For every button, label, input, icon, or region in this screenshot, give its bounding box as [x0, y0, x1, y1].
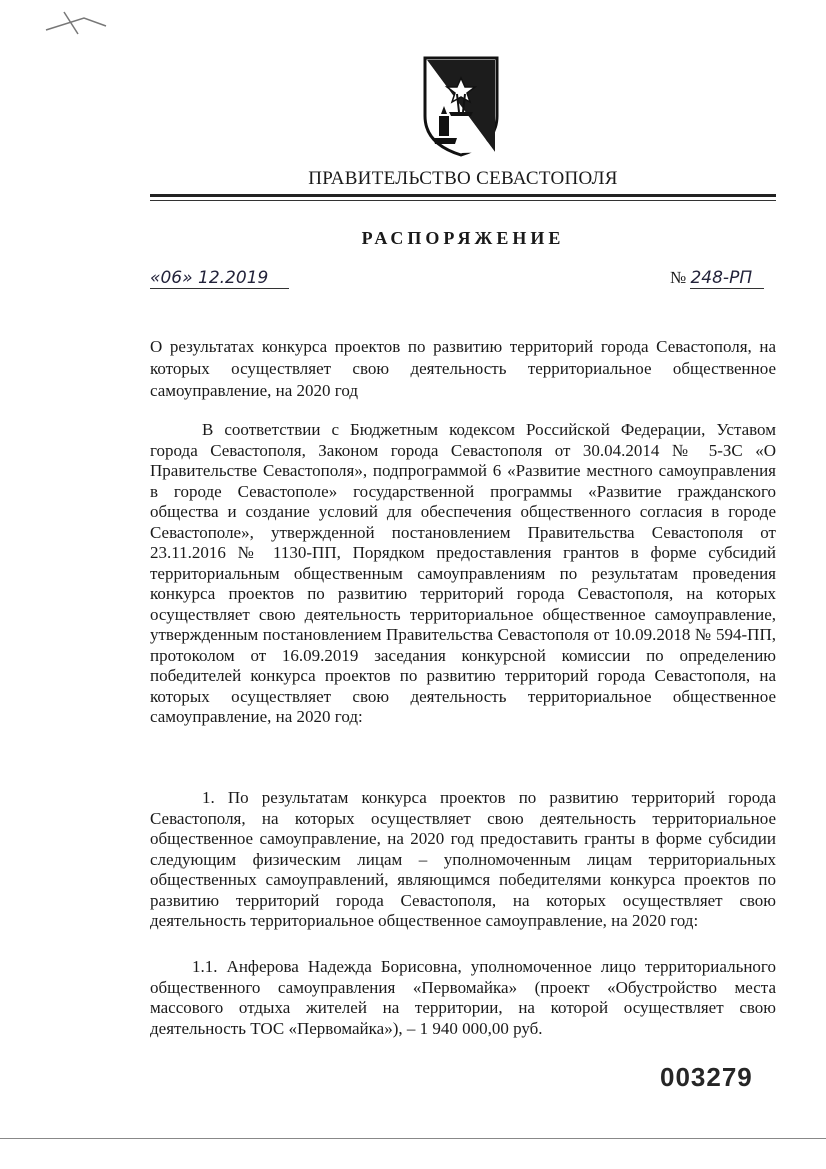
document-subject: О результатах конкурса проектов по развитию территорий города Севастополя, на которых осуществляет свою деятельность территориальное общественное самоуправление, на 2020 год — [150, 337, 776, 400]
number-sign: № — [670, 268, 687, 287]
header-divider-thick — [150, 194, 776, 197]
scan-artifact-mark — [44, 8, 114, 38]
document-type-heading: РАСПОРЯЖЕНИЕ — [361, 228, 565, 248]
header-divider-thin — [150, 200, 776, 201]
preamble-paragraph: В соответствии с Бюджетным кодексом Российской Федерации, Уставом города Севастополя, Законом города Севастополя от 30.04.2014 № 5-ЗС «О Правительстве Севастополя», подпрограммой 6 «Развитие местного самоуправления в городе Севастополе» государственной программы «Развитие гражданского общества и создание условий для обеспечения общественного согласия в городе Севастополе», утвержденной постановлением Правительства Севастополя от 23.11.2016 № 1130-ПП, Порядком предоставления грантов в форме субсидий территориальным общественным самоуправлениям по результатам проведения конкурса проектов по развитию территорий города Севастополя, на которых осуществляет свою деятельность территориальное общественное самоуправление, утвержденным постановлением Правительства Севастополя от 10.09.2018 № 594-ПП, протоколом от 16.09.2019 заседания конкурсной комиссии по определению победителей конкурса проектов по развитию территорий города Севастополя, на которых осуществляет свою деятельность территориальное общественное самоуправление, на 2020 год: — [150, 420, 776, 726]
clause-1-paragraph: 1. По результатам конкурса проектов по развитию территорий города Севастополя, на которых осуществляет свою деятельность территориальное общественное самоуправление, на 2020 год предоставить гранты в форме субсидии следующим физическим лицам – уполномоченным лицам территориальных общественных самоуправлений, являющимся победителями конкурса проектов по развитию территорий города Севастополя, на которых осуществляет свою деятельность территориальное общественное самоуправление, на 2020 год: — [150, 788, 776, 930]
document-number — [670, 268, 764, 288]
document-date: «06» 12.2019 — [150, 268, 289, 289]
clause-1-1-paragraph: 1.1. Анферова Надежда Борисовна, уполномоченное лицо территориального общественного самоуправления «Первомайка» (проект «Обустройство места массового отдыха жителей на территории, на которой осуществляет свою деятельность ТОС «Первомайка»), – 1 940 000,00 руб. — [150, 957, 776, 1038]
sevastopol-coat-of-arms-icon — [421, 54, 501, 158]
document-number-value: 248-РП — [690, 268, 764, 289]
serial-number: 003279 — [660, 1062, 753, 1092]
scan-bottom-edge — [0, 1138, 826, 1139]
organization-title: ПРАВИТЕЛЬСТВО СЕВАСТОПОЛЯ — [308, 168, 618, 189]
